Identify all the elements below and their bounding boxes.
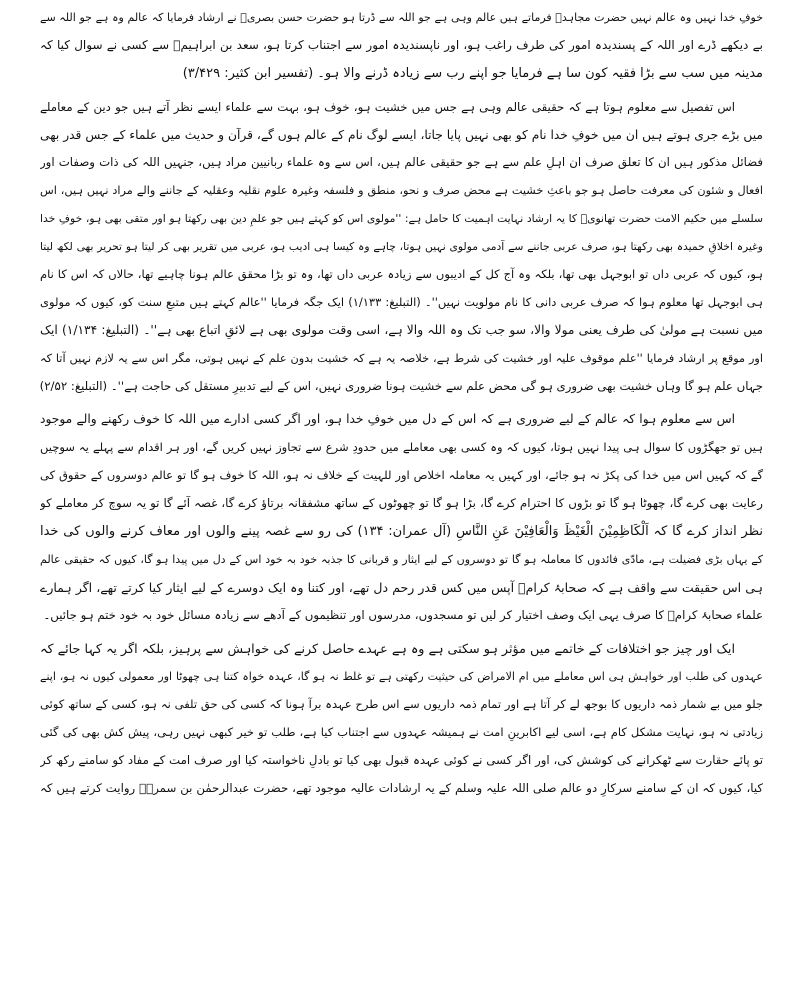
text-line: ہیں تو جھگڑوں کا سوال ہی پیدا نہیں ہوتا، کیوں کہ وہ کسی بھی معاملے میں حدودِ شرع سے تجاوز نہیں کریں گے، اور ہر اقدام سے پہلے یہ سوچیں	[40, 440, 763, 455]
text-line: رعایت بھی کرے گا، چھوٹا ہو گا تو بڑوں کا احترام کرے گا، بڑا ہو گا تو چھوٹوں کے ساتھ مشفقانہ برتاؤ کرے گا، غصہ آئے گا تو یہ سوچ کر معاملے کو	[40, 496, 763, 511]
text-line: اس تفصیل سے معلوم ہوتا ہے کہ حقیقی عالم وہی ہے جس میں خشیت ہو، خوف ہو، بہت سے علماء ایسے نظر آتے ہیں جو دین کے معاملے	[40, 99, 735, 114]
text-line: ایک اور چیز جو اختلافات کے خاتمے میں مؤثر ہو سکتی ہے وہ ہے عہدے حاصل کرنے کی خواہش سے پرہیز، بلکہ اگر یہ کہا جائے کہ	[40, 641, 735, 657]
text-line: اس سے معلوم ہوا کہ عالم کے لیے ضروری ہے کہ اس کے دل میں خوفِ خدا ہو، اور اگر کسی ادارے میں اللہ کا خوف رکھنے والے موجود	[40, 412, 735, 427]
text-line: فضائل مذکور ہیں ان کا تعلق صرف ان اہلِ علم سے ہے جو حقیقی عالم ہیں، اس سے وہ علماء ربانیین مراد ہیں، جنہیں اللہ کی ذات وصفات اور	[40, 155, 763, 170]
text-line: ہی ابوجہل تھا معلوم ہوا کہ صرف عربی دانی کا نام مولویت نہیں''۔ (التبلیغ: ۱/۱۳۳) ایک جگہ فرمایا ''عالم کہتے ہیں متبعِ سنت کو، کیوں کہ مولوی	[40, 294, 763, 309]
text-line: اور موقع پر ارشاد فرمایا ''علم موقوف علیہ اور خشیت کی شرط ہے، خلاصہ یہ ہے کہ خشیت بدون علم کے نہیں ہوتی، مگر اس سے یہ لازم نہیں آتا کہ	[40, 351, 763, 365]
text-line: تو پائے حقارت سے ٹھکرانے کی کوشش کی، اور اگر کسی نے کوئی عہدہ قبول بھی کیا تو بادلِ ناخواستہ کیا اور صرف امت کے مفاد کو سامنے رکھ کر	[40, 753, 763, 768]
paragraph-1	[40, 4, 763, 88]
text-line: میں نسبت ہے مولیٰ کی طرف یعنی مولا والا، سو جب تک وہ اللہ والا ہے، اسی وقت مولوی بھی ہے لائقِ اتباع بھی ہے''۔ (التبلیغ: ۱/۱۳۴) ایک	[40, 322, 763, 337]
text-line: مدینہ میں سب سے بڑا فقیہ کون سا ہے فرمایا جو اپنے رب سے زیادہ ڈرنے والا ہو۔ (تفسیر ابن کثیر: ۳/۴۲۹)	[182, 65, 763, 81]
text-line: کے یہاں بڑی فضیلت ہے، مادّی فائدوں کا معاملہ ہو گا تو دوسروں کے لیے ایثار و قربانی کا جذبہ خود بہ خود اس کے دل میں پیدا ہو گا، کیوں کہ حقیقی عالم	[40, 552, 763, 566]
text-line: عہدوں کی طلب اور خواہش ہی اس معاملے میں ام الامراض کی حیثیت رکھتی ہے تو غلط نہ ہو گا، عہدہ خواہ کتنا ہی چھوٹا اور معمولی کیوں نہ ہو، اپنے	[40, 670, 763, 684]
text-line: خوفِ خدا نہیں وہ عالم نہیں حضرت مجاہدؒ فرماتے ہیں عالم وہی ہے جو اللہ سے ڈرتا ہو حضرت حسن بصریؒ نے ارشاد فرمایا کہ عالم وہ ہے جو اللہ سے	[40, 11, 763, 24]
text-line: نظر انداز کرے گا کہ اَلْکَاظِمِیْنَ الْغَیْظَ وَالْعَافِیْنَ عَنِ النَّاسِ (آل عمران: ۱۳۴) کی رو سے غصہ پینے والوں اور معاف کرنے والوں کی خدا	[40, 524, 763, 540]
text-line: جلو میں بے شمار ذمہ داریوں کا بوجھ لے کر آتا ہے اور تمام ذمہ داریوں سے اس طرح عہدہ برآ ہونا کہ کسی کی حق تلفی نہ ہو، کسی کے ساتھ کوئی	[40, 697, 763, 712]
text-line: ہو، کیوں کہ عربی داں تو ابوجہل بھی تھا، بلکہ وہ آج کل کے ادیبوں سے زیادہ عربی داں تھا، وہ تو بڑا محقق عالم ہونا چاہیے تھا، حالاں کہ اس کا نام	[40, 267, 763, 282]
text-line: افعال و شئون کی معرفت حاصل ہو جو باعثِ خشیت ہے محض صرف و نحو، منطق و فلسفہ وغیرہ علوم نقلیہ وعقلیہ کے جاننے والے مراد نہیں ہیں، اس	[40, 184, 763, 198]
text-line: وغیرہ اخلاقِ حمیدہ بھی رکھتا ہو، صرف عربی جاننے سے آدمی مولوی نہیں ہوتا، چاہے وہ کیسا ہی ادیب ہو، عربی میں تقریر بھی کر لیتا ہو تحریر بھی لکھ لیتا	[40, 240, 763, 254]
paragraph-3	[40, 406, 763, 629]
text-line: بے دیکھے ڈرے اور اللہ کے پسندیدہ امور کی طرف راغب ہو، اور ناپسندیدہ امور سے اجتناب کرتا ہو، سعد بن ابراہیمؒ سے کسی نے سوال کیا کہ	[40, 37, 763, 52]
text-line: جہاں علم ہو گا وہاں خشیت بھی ضروری ہو گی محض علم سے خشیت ہونا ضروری نہیں، اس کے لیے تدبیرِ مستقل کی حاجت ہے''۔ (التبلیغ: ۲/۵۲)	[40, 378, 763, 393]
text-line: علماء صحابۂ کرامؓ کا صرف یہی ایک وصف اختیار کر لیں تو مسجدوں، مدرسوں اور تنظیموں کے آدھے سے زیادہ مسائل خود بہ خود ختم ہو جائیں۔	[43, 607, 763, 622]
text-line: سلسلے میں حکیم الامت حضرت تھانویؒ کا یہ ارشاد نہایت اہمیت کا حامل ہے: ''مولوی اس کو کہتے ہیں جو علمِ دین بھی رکھتا ہو اور متقی بھی ہو، خوفِ خدا	[40, 212, 763, 226]
paragraph-2	[40, 94, 763, 401]
text-line: میں بڑے جری ہوتے ہیں ان میں خوفِ خدا نام کو بھی نہیں پایا جاتا، ایسے لوگ نام کے عالم ہوں گے، قرآن و حدیث میں علماء کے جس قدر بھی	[40, 127, 763, 142]
text-line: زیادتی نہ ہو، نہایت مشکل کام ہے، اسی لیے اکابرینِ امت نے ہمیشہ عہدوں سے اجتناب کیا ہے، طلب تو خیر کبھی نہیں رہی، پیش کش بھی کی گئی	[40, 725, 763, 740]
text-line: ہی اس حقیقت سے واقف ہے کہ صحابۂ کرامؓ آپس میں کس قدر رحم دل تھے، اور کتنا وہ ایک دوسرے کے لیے ایثار کیا کرتے تھے، اگر ہمارے	[40, 579, 763, 595]
text-line: کیا، کیوں کہ ان کے سامنے سرکارِ دو عالم صلی اللہ علیہ وسلم کے یہ ارشادات عالیہ موجود تھے، حضرت عبدالرحمٰن بن سمرہؓ روایت کرتے ہیں کہ	[40, 781, 763, 796]
paragraph-4	[40, 636, 763, 803]
text-line: گے کہ کہیں اس میں خدا کی پکڑ نہ ہو جائے، اور کہیں یہ معاملہ اخلاص اور للہیت کے خلاف نہ ہو، اللہ کا خوف ہو گا تو عالم دوسروں کے حقوق کی	[40, 468, 763, 483]
